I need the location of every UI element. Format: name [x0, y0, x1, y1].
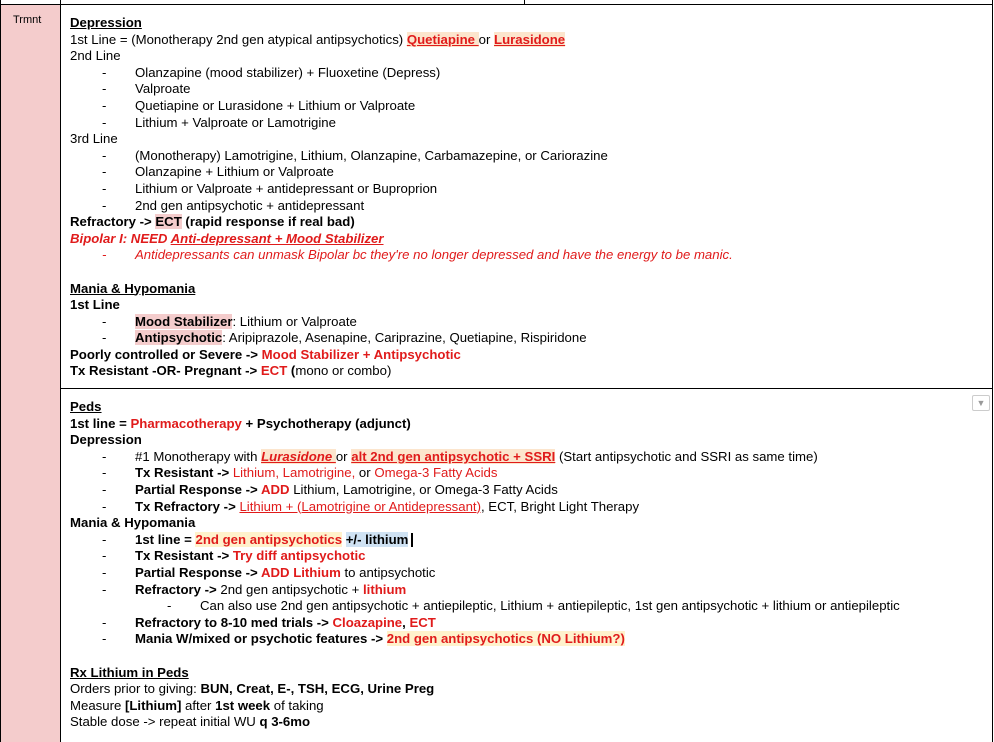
lurasidone-highlight: Lurasidone	[494, 31, 566, 47]
list-item: - Antidepressants can unmask Bipolar bc they're no longer depressed and have the energy to be manic.	[102, 247, 733, 263]
bipolar-note: Bipolar I: NEED Anti-depressant + Mood Stabilizer	[70, 230, 384, 246]
third-line-heading: 3rd Line	[70, 131, 118, 147]
list-item: - Tx Resistant -> Try diff antipsychotic	[102, 548, 366, 564]
peds-depression-heading: Depression	[70, 432, 142, 448]
list-item: - Refractory -> 2nd gen antipsychotic + lithium	[102, 581, 407, 597]
second-line-heading: 2nd Line	[70, 48, 121, 64]
list-item: - Antipsychotic: Aripiprazole, Asenapine, Cariprazine, Quetiapine, Rispiridone	[102, 330, 587, 346]
refractory-line: Refractory -> ECT (rapid response if real bad)	[70, 214, 355, 230]
grid-line	[60, 388, 993, 389]
list-item: - Tx Resistant -> Lithium, Lamotrigine, or Omega-3 Fatty Acids	[102, 465, 498, 481]
grid-line	[992, 0, 993, 742]
list-item: - Partial Response -> ADD Lithium, Lamotrigine, or Omega-3 Fatty Acids	[102, 481, 558, 497]
list-item: - #1 Monotherapy with Lurasidone or alt 2nd gen antipsychotic + SSRI (Start antipsychotic and SSRI as same time)	[102, 448, 818, 464]
list-item: - Mania W/mixed or psychotic features -> 2nd gen antipsychotics (NO Lithium?)	[102, 631, 625, 647]
poorly-controlled-line: Poorly controlled or Severe -> Mood Stabilizer + Antipsychotic	[70, 346, 461, 362]
list-item: - Can also use 2nd gen antipsychotic + antiepileptic, Lithium + antiepileptic, 1st gen antipsychotic + lithium or antiepileptic	[167, 598, 900, 614]
peds-mania-heading: Mania & Hypomania	[70, 515, 196, 531]
mania-first-line: 1st Line	[70, 297, 120, 313]
row-label: Trmnt	[13, 14, 42, 26]
list-item: - Olanzapine + Lithium or Valproate	[102, 164, 334, 180]
list-item: - Tx Refractory -> Lithium + (Lamotrigine or Antidepressant), ECT, Bright Light Therapy	[102, 498, 640, 514]
spacer	[70, 264, 733, 281]
list-item: - Lithium or Valproate + antidepressant or Buproprion	[102, 180, 438, 196]
spacer	[70, 648, 900, 665]
list-item: - 2nd gen antipsychotic + antidepressant	[102, 197, 365, 213]
list-item: - 1st line = 2nd gen antipsychotics +/- lithium	[70, 532, 900, 549]
rx-stable-line: Stable dose -> repeat initial WU q 3-6mo	[70, 714, 311, 730]
tx-resistant-line: Tx Resistant -OR- Pregnant -> ECT (mono or combo)	[70, 363, 392, 379]
peds-first-line: 1st line = Pharmacotherapy + Psychotherapy (adjunct)	[70, 415, 411, 431]
depression-heading: Depression	[70, 15, 142, 30]
list-item: - Refractory to 8-10 med trials -> Cloazapine, ECT	[102, 614, 436, 630]
list-item: - Valproate	[102, 81, 191, 97]
grid-line	[0, 0, 1, 742]
list-item: - Lithium + Valproate or Lamotrigine	[102, 114, 336, 130]
list-item: - Olanzapine (mood stabilizer) + Fluoxetine (Depress)	[102, 64, 441, 80]
list-item: - Mood Stabilizer: Lithium or Valproate	[102, 313, 357, 329]
peds-treatment-cell	[70, 399, 900, 731]
first-line-depression: 1st Line = (Monotherapy 2nd gen atypical antipsychotics) Quetiapine or Lurasidone	[70, 31, 566, 47]
text-cursor	[411, 533, 413, 547]
list-item: - Partial Response -> ADD Lithium to antipsychotic	[102, 564, 436, 580]
chevron-down-icon[interactable]: ▼	[972, 395, 990, 411]
rx-measure-line: Measure [Lithium] after 1st week of taking	[70, 697, 324, 713]
grid-line	[60, 0, 61, 742]
rx-orders-line: Orders prior to giving: BUN, Creat, E-, TSH, ECG, Urine Preg	[70, 681, 435, 697]
adult-treatment-cell	[70, 15, 733, 380]
list-item: - (Monotherapy) Lamotrigine, Lithium, Olanzapine, Carbamazepine, or Cariorazine	[102, 147, 608, 163]
rx-lithium-heading: Rx Lithium in Peds	[70, 664, 189, 680]
quetiapine-highlight: Quetiapine	[406, 31, 479, 47]
peds-heading: Peds	[70, 399, 102, 414]
list-item: - Quetiapine or Lurasidone + Lithium or Valproate	[102, 97, 416, 113]
mania-heading: Mania & Hypomania	[70, 280, 196, 296]
grid-line	[0, 4, 993, 5]
row-label-cell	[1, 5, 60, 742]
